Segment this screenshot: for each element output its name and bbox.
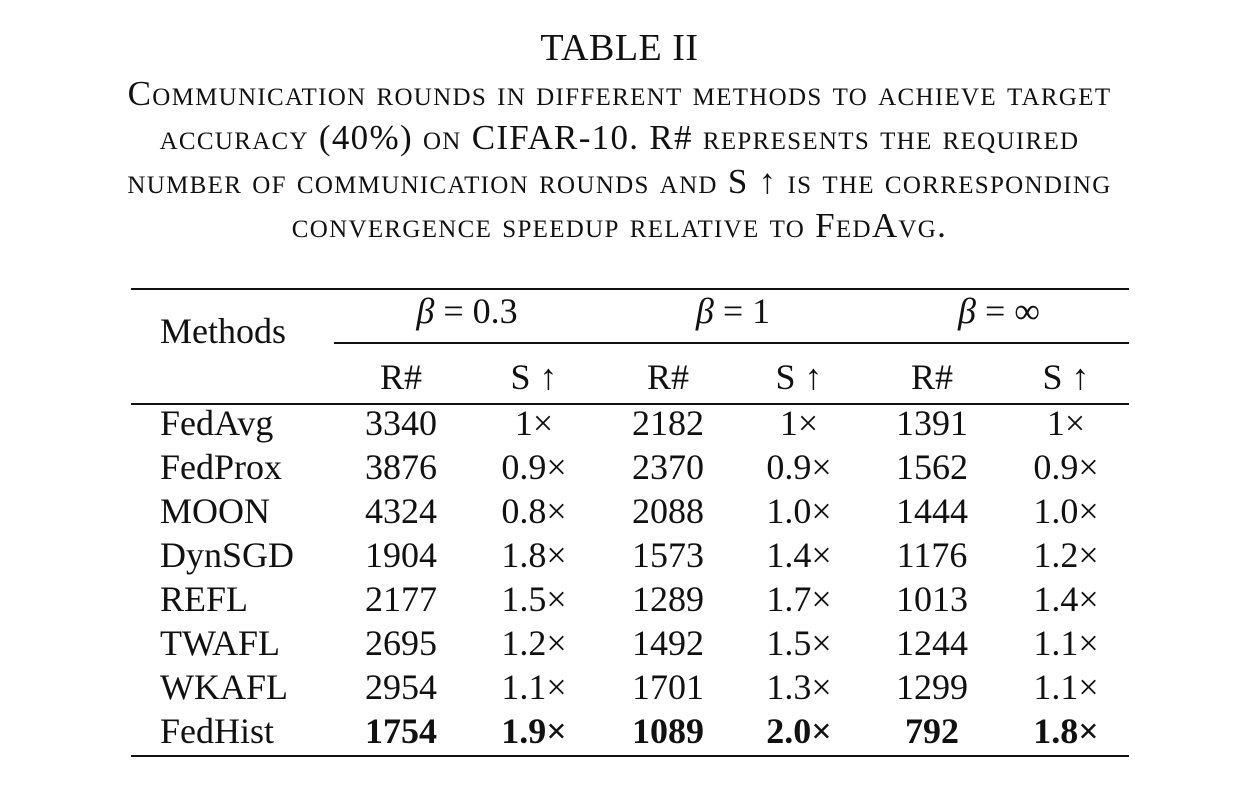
rounds-header: R# xyxy=(910,357,953,397)
rounds-header: R# xyxy=(379,357,422,397)
caption-line: number of communication rounds and S ↑ is the corresponding xyxy=(127,162,1112,201)
speedup-cell: 1.4× xyxy=(766,535,832,575)
speedup-cell: 1.8× xyxy=(1033,711,1099,751)
rounds-header: R# xyxy=(646,357,689,397)
method-name: FedAvg xyxy=(160,403,274,443)
rounds-cell: 1904 xyxy=(365,535,437,575)
speedup-cell: 0.9× xyxy=(501,447,567,487)
method-name: MOON xyxy=(160,491,271,531)
method-name: FedProx xyxy=(160,447,283,487)
speedup-cell: 1.4× xyxy=(1033,579,1099,619)
rounds-cell: 792 xyxy=(905,711,959,751)
rounds-cell: 2370 xyxy=(632,447,704,487)
rounds-cell: 1701 xyxy=(632,667,704,707)
method-name: REFL xyxy=(160,579,249,619)
speedup-cell: 1.7× xyxy=(766,579,832,619)
beta-value: = ∞ xyxy=(975,291,1040,331)
rounds-cell: 1289 xyxy=(632,579,704,619)
method-name: DynSGD xyxy=(160,535,295,575)
speedup-header: S ↑ xyxy=(1042,357,1090,397)
rounds-cell: 1492 xyxy=(632,623,704,663)
rounds-cell: 2088 xyxy=(632,491,704,531)
speedup-cell: 1.1× xyxy=(1033,667,1099,707)
beta-symbol: β xyxy=(958,291,976,331)
speedup-cell: 1.5× xyxy=(766,623,832,663)
speedup-cell: 1× xyxy=(514,403,554,443)
caption-line: Communication rounds in different methods to achieve target xyxy=(127,74,1112,113)
rounds-cell: 3876 xyxy=(365,447,437,487)
speedup-cell: 1.1× xyxy=(1033,623,1099,663)
speedup-cell: 0.9× xyxy=(766,447,832,487)
rounds-cell: 1391 xyxy=(896,403,968,443)
speedup-cell: 1.1× xyxy=(501,667,567,707)
method-name: FedHist xyxy=(160,711,275,751)
rounds-cell: 1444 xyxy=(896,491,968,531)
rounds-cell: 2177 xyxy=(365,579,437,619)
table-label: TABLE II xyxy=(540,27,699,69)
speedup-cell: 1× xyxy=(1046,403,1086,443)
rounds-cell: 1754 xyxy=(365,711,437,751)
caption-line: convergence speedup relative to FedAvg. xyxy=(291,206,948,245)
speedup-cell: 1.2× xyxy=(501,623,567,663)
group-rule xyxy=(334,342,1129,344)
speedup-cell: 0.9× xyxy=(1033,447,1099,487)
rounds-cell: 2954 xyxy=(365,667,437,707)
rounds-cell: 1573 xyxy=(632,535,704,575)
speedup-header: S ↑ xyxy=(510,357,558,397)
method-name: TWAFL xyxy=(160,623,280,663)
method-name: WKAFL xyxy=(160,667,288,707)
caption-line: accuracy (40%) on CIFAR-10. R# represents the required xyxy=(159,118,1080,157)
speedup-cell: 1.0× xyxy=(766,491,832,531)
beta-symbol: β xyxy=(416,291,435,331)
beta-value: = 1 xyxy=(713,291,771,331)
rounds-cell: 4324 xyxy=(365,491,437,531)
rounds-cell: 1244 xyxy=(896,623,968,663)
rounds-cell: 1089 xyxy=(632,711,704,751)
rounds-cell: 1176 xyxy=(896,535,968,575)
rounds-cell: 1562 xyxy=(896,447,968,487)
bottom-rule xyxy=(131,755,1129,757)
table-caption xyxy=(0,72,1239,248)
speedup-header: S ↑ xyxy=(775,357,823,397)
rounds-cell: 3340 xyxy=(365,403,437,443)
beta-symbol: β xyxy=(695,291,714,331)
rounds-cell: 1013 xyxy=(896,579,968,619)
speedup-cell: 1.8× xyxy=(501,535,567,575)
speedup-cell: 2.0× xyxy=(766,711,832,751)
speedup-cell: 0.8× xyxy=(501,491,567,531)
speedup-cell: 1.2× xyxy=(1033,535,1099,575)
rounds-cell: 2182 xyxy=(632,403,704,443)
speedup-cell: 1.9× xyxy=(501,711,567,751)
beta-value: = 0.3 xyxy=(434,291,518,331)
speedup-cell: 1.5× xyxy=(501,579,567,619)
rounds-cell: 1299 xyxy=(896,667,968,707)
speedup-cell: 1× xyxy=(779,403,819,443)
speedup-cell: 1.0× xyxy=(1033,491,1099,531)
speedup-cell: 1.3× xyxy=(766,667,832,707)
beta-group-header xyxy=(347,289,587,333)
beta-group-header xyxy=(613,289,853,333)
rounds-cell: 2695 xyxy=(365,623,437,663)
methods-header: Methods xyxy=(160,311,286,351)
beta-group-header xyxy=(879,289,1119,333)
